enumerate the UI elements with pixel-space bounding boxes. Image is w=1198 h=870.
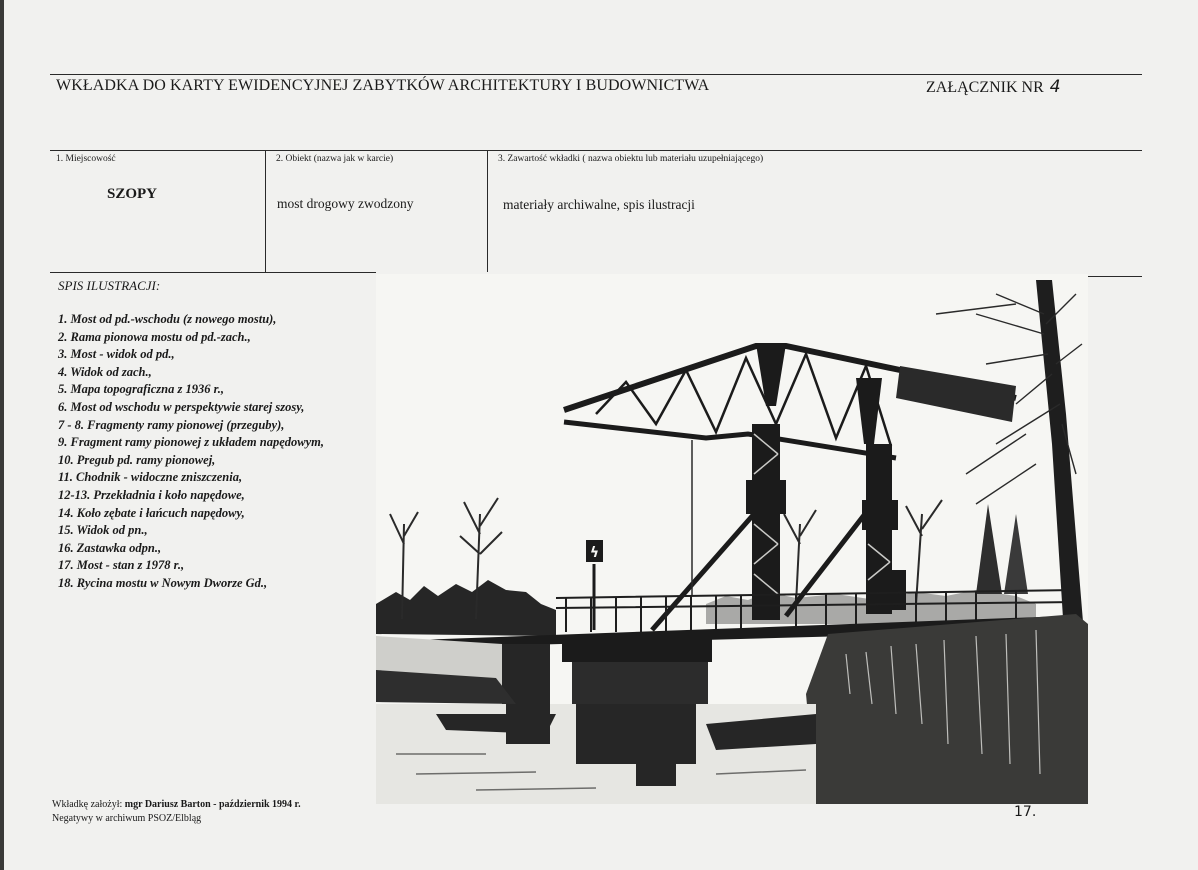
bridge-photo-drawing xyxy=(376,274,1088,804)
list-item: 14. Koło zębate i łańcuch napędowy, xyxy=(58,505,245,520)
annex-label xyxy=(926,77,1061,97)
field-1-label: 1. Miejscowość xyxy=(56,154,116,164)
illustrations-title: SPIS ILUSTRACJI: xyxy=(58,278,161,293)
list-item: 10. Pregub pd. ramy pionowej, xyxy=(58,452,216,467)
bridge-photograph xyxy=(376,274,1088,804)
list-item: 7 - 8. Fragmenty ramy pionowej (przeguby), xyxy=(58,417,285,432)
fields-bottom-rule-left xyxy=(50,272,376,273)
field-2-value: most drogowy zwodzony xyxy=(277,196,414,211)
field-1-value: SZOPY xyxy=(107,186,158,202)
field-divider-1 xyxy=(265,150,266,272)
page-number: 17. xyxy=(1014,804,1037,820)
list-item: 15. Widok od pn., xyxy=(58,523,148,538)
field-divider-2 xyxy=(487,150,488,272)
fields-bottom-rule-right xyxy=(1088,276,1142,277)
list-item: 12-13. Przekładnia i koło napędowe, xyxy=(58,487,245,502)
card-title: WKŁADKA DO KARTY EWIDENCYJNEJ ZABYTKÓW ARCHITEKTURY I BUDOWNICTWA xyxy=(56,77,710,94)
list-item: 11. Chodnik - widoczne zniszczenia, xyxy=(58,470,243,485)
card-edge xyxy=(0,0,4,870)
field-2-label: 2. Obiekt (nazwa jak w karcie) xyxy=(276,154,394,164)
list-item: 16. Zastawka odpn., xyxy=(58,540,162,555)
annex-number: 4 xyxy=(1049,77,1061,97)
list-item: 17. Most - stan z 1978 r., xyxy=(58,558,185,573)
annex-label-text: ZAŁĄCZNIK NR xyxy=(926,79,1044,96)
field-3-label: 3. Zawartość wkładki ( nazwa obiektu lub materiału uzupełniającego) xyxy=(498,154,764,164)
fields-top-rule xyxy=(50,150,1142,151)
svg-text:ϟ: ϟ xyxy=(589,545,600,561)
list-item: 2. Rama pionowa mostu od pd.-zach., xyxy=(58,329,251,344)
author-line xyxy=(52,799,301,810)
header-top-rule xyxy=(50,74,1142,75)
list-item: 9. Fragment ramy pionowej z układem napędowym, xyxy=(58,435,324,450)
list-item: 4. Widok od zach., xyxy=(58,364,152,379)
illustrations-list xyxy=(58,311,324,593)
list-item: 3. Most - widok od pd., xyxy=(58,347,175,362)
list-item: 1. Most od pd.-wschodu (z nowego mostu), xyxy=(58,312,277,326)
field-3-value: materiały archiwalne, spis ilustracji xyxy=(503,197,695,212)
archive-line: Negatywy w archiwum PSOZ/Elbląg xyxy=(52,813,202,824)
author-prefix: Wkładkę założył: xyxy=(52,799,123,810)
list-item: 5. Mapa topograficzna z 1936 r., xyxy=(58,382,224,397)
author-name: mgr Dariusz Barton - październik 1994 r. xyxy=(124,799,301,810)
list-item: 6. Most od wschodu w perspektywie starej szosy, xyxy=(58,399,305,414)
list-item: 18. Rycina mostu w Nowym Dworze Gd., xyxy=(58,575,268,590)
